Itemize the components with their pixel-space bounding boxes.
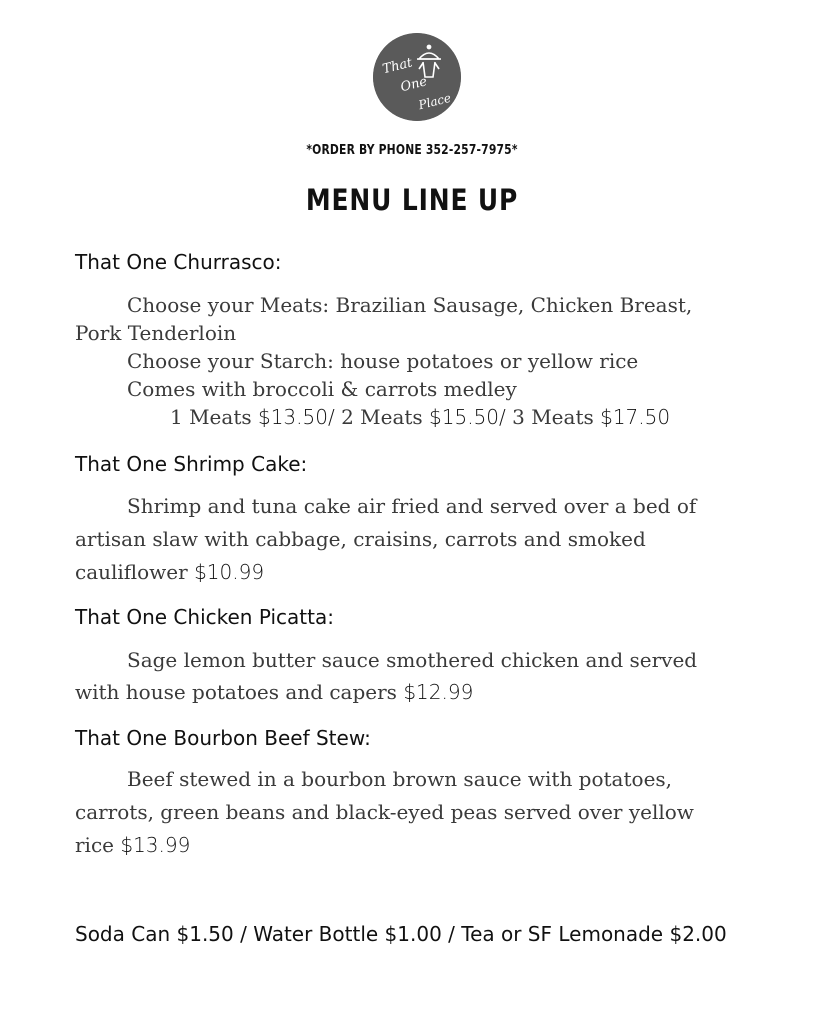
logo <box>373 33 461 121</box>
item-heading-chicken-picatta: That One Chicken Picatta: <box>75 605 334 629</box>
item-line: with house potatoes and capers <box>75 680 397 704</box>
option-label: 2 Meats <box>341 405 423 429</box>
item-price: $12.99 <box>403 680 474 704</box>
option-label: 3 Meats <box>512 405 594 429</box>
item-line-with-price <box>75 833 190 857</box>
item-heading-bourbon-beef-stew: That One Bourbon Beef Stew: <box>75 726 371 750</box>
page-title: MENU LINE UP <box>305 183 519 217</box>
item-heading-shrimp-cake: That One Shrimp Cake: <box>75 452 308 476</box>
option-label: 1 Meats <box>170 405 252 429</box>
item-line: artisan slaw with cabbage, craisins, carrots and smoked <box>75 527 646 551</box>
item-line: Pork Tenderloin <box>75 321 237 345</box>
order-by-phone: *ORDER BY PHONE 352-257-7975* <box>306 143 518 158</box>
drinks-line: Soda Can $1.50 / Water Bottle $1.00 / Tea or SF Lemonade $2.00 <box>75 922 727 946</box>
item-line: Choose your Starch: house potatoes or yellow rice <box>127 349 639 373</box>
item-line-with-price <box>75 680 473 704</box>
logo-text-one: One <box>399 74 429 96</box>
item-line-with-price <box>75 560 264 584</box>
option-price: $13.50/ <box>257 405 335 429</box>
item-line: Beef stewed in a bourbon brown sauce with potatoes, <box>127 767 673 791</box>
option-price: $15.50/ <box>429 405 506 429</box>
item-line: Comes with broccoli & carrots medley <box>127 377 517 401</box>
item-line: rice <box>75 833 114 857</box>
logo-text-that: That <box>381 55 414 78</box>
item-price: $13.99 <box>120 833 191 857</box>
item-line: cauliflower <box>75 560 188 584</box>
item-heading-churrasco: That One Churrasco: <box>75 250 282 274</box>
logo-emblem <box>373 33 461 121</box>
logo-text-place: Place <box>417 90 453 113</box>
item-line: carrots, green beans and black-eyed peas served over yellow <box>75 800 694 824</box>
item-price: $10.99 <box>194 560 265 584</box>
item-line: Sage lemon butter sauce smothered chicken and served <box>127 648 698 672</box>
option-price: $17.50 <box>600 405 671 429</box>
item-line: Shrimp and tuna cake air fried and served over a bed of <box>127 494 697 518</box>
item-line: Choose your Meats: Brazilian Sausage, Chicken Breast, <box>127 293 693 317</box>
meat-options <box>170 405 670 429</box>
